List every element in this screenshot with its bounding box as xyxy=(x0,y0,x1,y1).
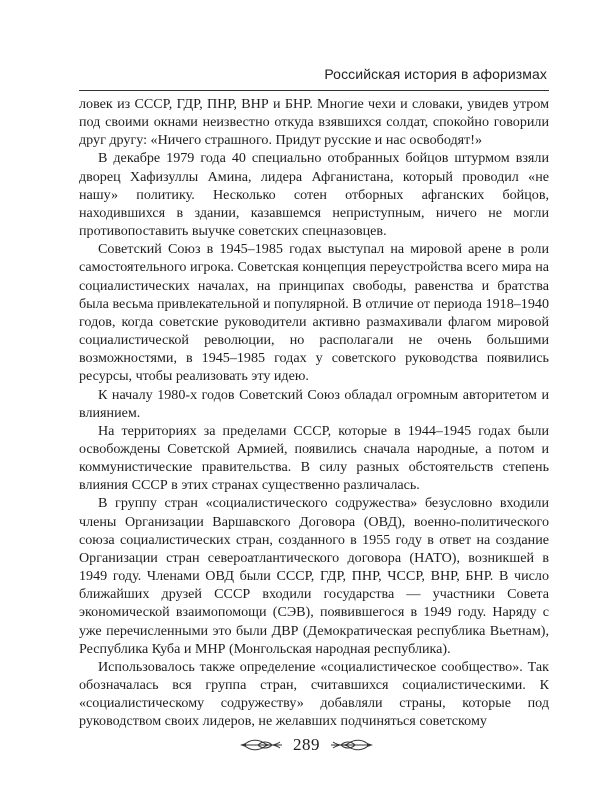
paragraph-continuation: ловек из СССР, ГДР, ПНР, ВНР и БНР. Многие чехи и словаки, увидев утром под своими окнами неизвестно откуда взявшихся солдат, спокойно говорили друг другу: «Ничего страшного. Придут русские и нас освободят!» xyxy=(79,96,549,149)
paragraph: В декабре 1979 года 40 специально отобранных бойцов штурмом взяли дворец Хафизуллы Амина, лидера Афганистана, который проводил «не нашу» политику. Несколько сотен отборных афганских бойцов, находившихся в здании, казавшемся неприступным, ничего не могли противопоставить выучке советских спецназовцев. xyxy=(79,150,549,240)
page-footer xyxy=(0,733,613,757)
paragraph: Использовалось также определение «социалистическое сообщество». Так обозначалась вся группа стран, считавшихся социалистическими. К «социалистическому содружеству» добавляли страны, которые под руководством своих лидеров, не желавших подчиняться советскому xyxy=(79,658,549,730)
page-number: 289 xyxy=(293,735,320,754)
paragraph: К началу 1980-х годов Советский Союз обладал огромным авторитетом и влиянием. xyxy=(79,386,549,421)
header-rule xyxy=(79,90,549,91)
running-title: Российская история в афоризмах xyxy=(324,66,547,82)
paragraph: На территориях за пределами СССР, которые в 1944–1945 годах были освобождены Советской Армией, появились сначала народные, а потом и коммунистические правительства. В силу разных обстоятельств степень влияния СССР в этих странах существенно различалась. xyxy=(79,422,549,494)
body-text xyxy=(79,95,549,730)
paragraph: В группу стран «социалистического содружества» безусловно входили члены Организации Варшавского Договора (ОВД), военно-политического союза социалистических стран, созданного в 1955 году в ответ на создание Организации стран североатлантического договора (НАТО), возникшей в 1949 году. Членами ОВД были СССР, ГДР, ПНР, ЧССР, ВНР, БНР. В число ближайших друзей СССР входили государства — участники Совета экономической взаимопомощи (СЭВ), появившегося в 1949 году. Наряду с уже перечисленными это были ДВР (Демократическая республика Вьетнам), Республика Куба и МНР (Монгольская народная республика). xyxy=(79,495,549,657)
paragraph: Советский Союз в 1945–1985 годах выступал на мировой арене в роли самостоятельного игрока. Советская концепция переустройства всего мира на социалистических началах, на принципах свободы, равенства и братства была весьма привлекательной и популярной. В отличие от периода 1918–1940 годов, когда советские руководители активно размахивали флагом мировой социалистической революции, но располагали не очень большими возможностями, в 1945–1985 годах у советского руководства появились ресурсы, чтобы реализовать эту идею. xyxy=(79,241,549,385)
